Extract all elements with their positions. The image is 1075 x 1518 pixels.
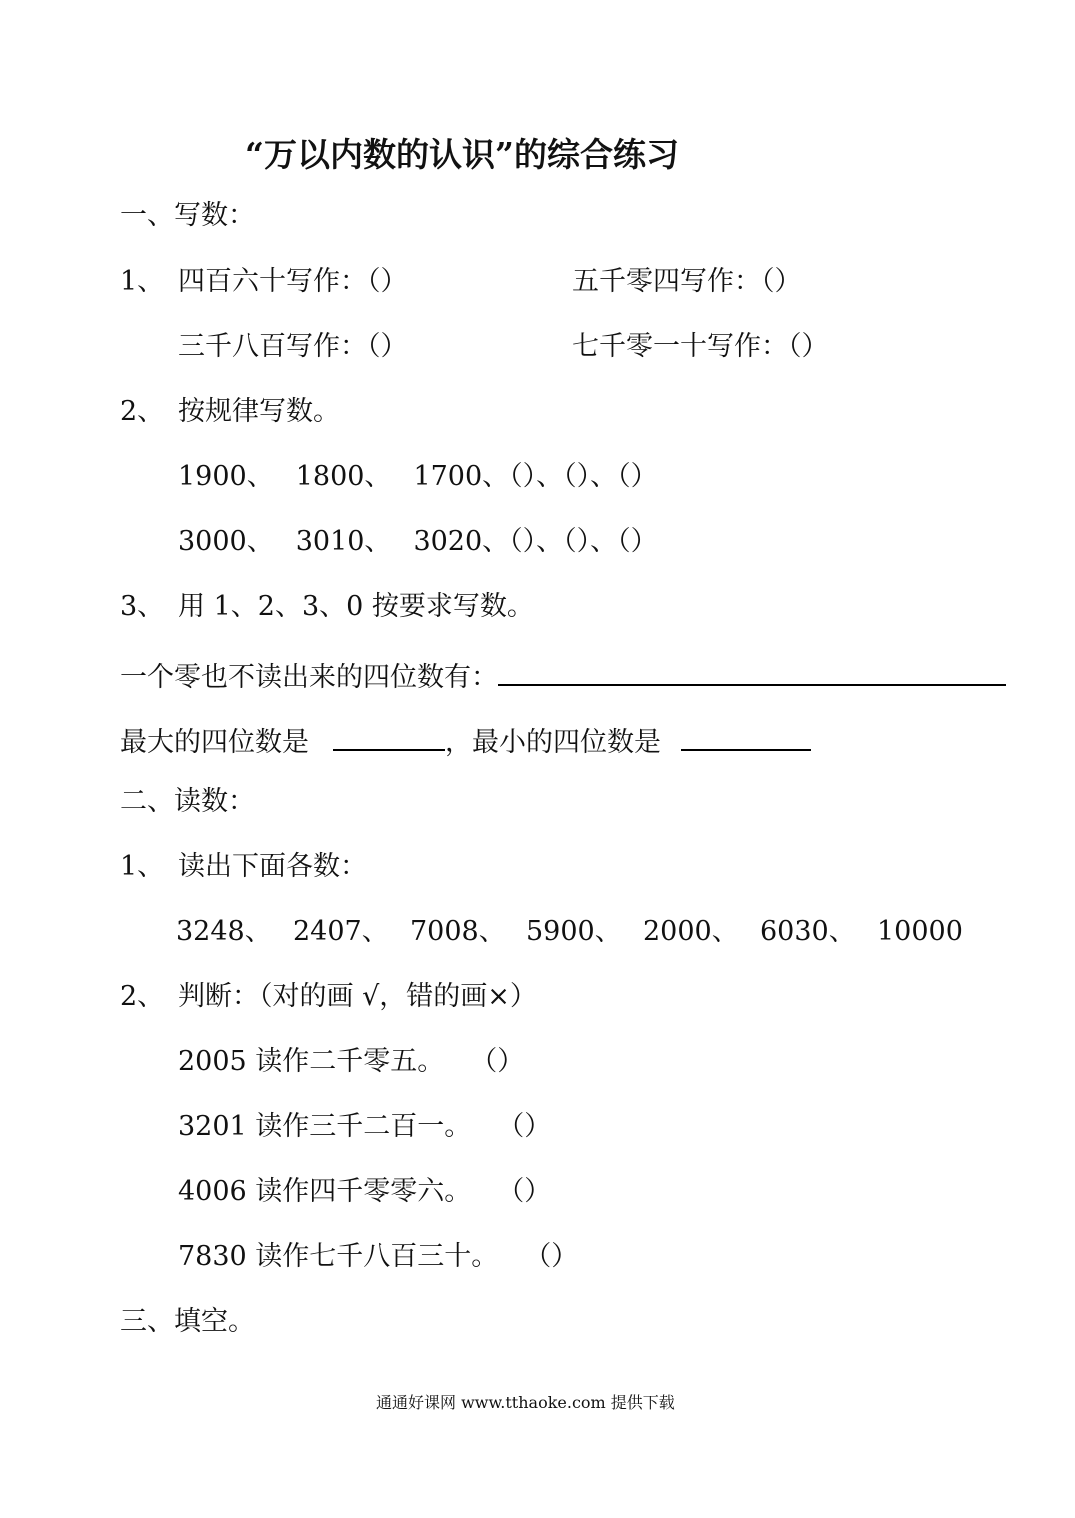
min-label: ，最小的四位数是 <box>445 727 661 758</box>
judgement-statement: 7830 读作七千八百三十。 <box>178 1241 499 1272</box>
write-number-item: 七千零一十写作：（） <box>572 331 829 362</box>
judgement-item <box>178 1174 551 1210</box>
number-to-read: 7008、 <box>410 916 506 947</box>
number-to-read: 3248、 <box>176 916 272 947</box>
question-number: 2、 <box>120 396 165 427</box>
question-number: 3、 <box>120 591 165 622</box>
judgement-statement: 2005 读作二千零五。 <box>178 1046 445 1077</box>
section-2-heading: 二、读数： <box>120 786 255 817</box>
sequence-term: 3010、 <box>295 526 392 557</box>
max-label: 最大的四位数是 <box>120 727 309 758</box>
section-1-heading: 一、写数： <box>120 200 255 231</box>
judgement-item <box>178 1239 578 1275</box>
sequence-row-2 <box>178 524 658 560</box>
judgement-answer-paren[interactable]: （） <box>497 1111 552 1142</box>
judgement-answer-paren[interactable]: （） <box>470 1046 525 1077</box>
max-answer-blank[interactable] <box>333 719 445 751</box>
write-number-item: 四百六十写作：（） <box>178 266 408 297</box>
number-to-read: 2000、 <box>643 916 739 947</box>
section-3-heading: 三、填空。 <box>120 1306 255 1337</box>
judgement-answer-paren[interactable]: （） <box>524 1241 579 1272</box>
page-title: “万以内数的认识”的综合练习 <box>245 135 679 174</box>
question-number: 1、 <box>120 266 165 297</box>
question-number: 1、 <box>120 851 165 882</box>
sequence-term: 3020、（）、（）、（） <box>413 526 658 557</box>
answer-blank[interactable] <box>498 654 1006 686</box>
question-text: 判断：（对的画 √，错的画×） <box>178 981 537 1012</box>
question-text: 读出下面各数： <box>178 851 367 882</box>
sequence-term: 1800、 <box>295 461 392 492</box>
judgement-answer-paren[interactable]: （） <box>497 1176 552 1207</box>
page-footer: 通通好课网 www.tthaoke.com 提供下载 <box>376 1393 675 1412</box>
judgement-statement: 4006 读作四千零零六。 <box>178 1176 472 1207</box>
write-number-item: 五千零四写作：（） <box>572 266 802 297</box>
number-to-read: 6030、 <box>760 916 856 947</box>
question-number: 2、 <box>120 981 165 1012</box>
question-text: 按规律写数。 <box>178 396 340 427</box>
sequence-term: 1700、（）、（）、（） <box>413 461 658 492</box>
number-to-read: 5900、 <box>526 916 622 947</box>
fill-label: 一个零也不读出来的四位数有： <box>120 662 498 693</box>
no-zero-read-line <box>120 654 1006 696</box>
judgement-item <box>178 1109 551 1145</box>
number-to-read: 2407、 <box>293 916 389 947</box>
max-min-line <box>120 719 811 761</box>
judgement-item <box>178 1044 524 1080</box>
judgement-statement: 3201 读作三千二百一。 <box>178 1111 472 1142</box>
question-text: 用 1、2、3、0 按要求写数。 <box>178 591 534 622</box>
sequence-term: 3000、 <box>178 526 274 557</box>
min-answer-blank[interactable] <box>681 719 811 751</box>
sequence-term: 1900、 <box>178 461 274 492</box>
sequence-row-1 <box>178 459 658 495</box>
number-to-read: 10000 <box>877 916 963 947</box>
write-number-item: 三千八百写作：（） <box>178 331 408 362</box>
